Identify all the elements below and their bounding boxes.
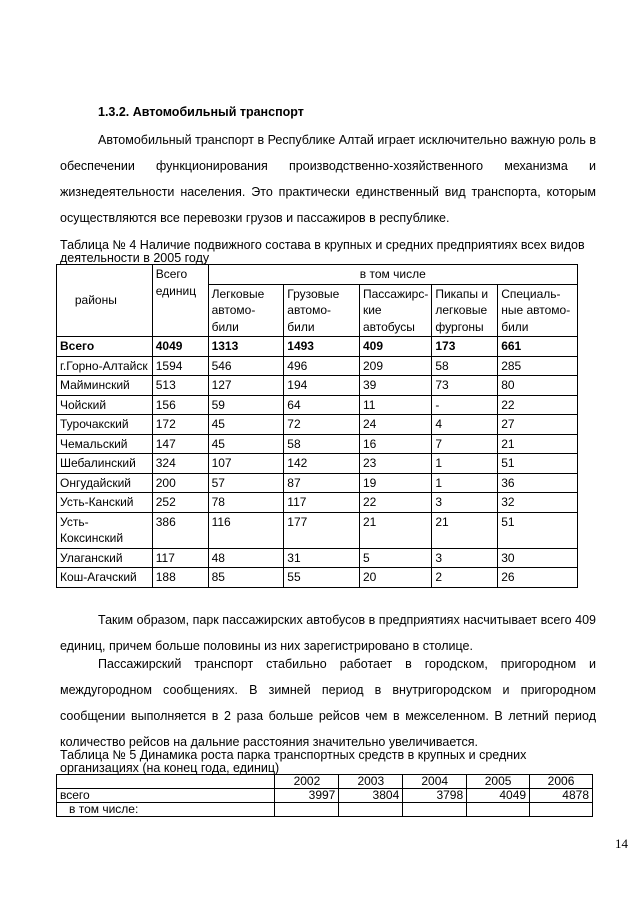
- value-cell: 513: [152, 376, 208, 396]
- value-cell: 2: [432, 568, 498, 588]
- value-cell: 4049: [152, 337, 208, 357]
- empty-header-cell: [57, 775, 275, 789]
- value-cell: 22: [359, 493, 431, 513]
- value-cell: 24: [359, 415, 431, 435]
- value-cell: 21: [432, 512, 498, 548]
- value-cell: 209: [359, 356, 431, 376]
- value-cell: [530, 803, 593, 817]
- value-cell: 21: [359, 512, 431, 548]
- table-row: [57, 376, 578, 396]
- table4-caption: Таблица № 4 Наличие подвижного состава в крупных и средних предприятиях всех видов деятельности в 2005 году: [60, 238, 585, 265]
- value-cell: 285: [498, 356, 578, 376]
- table-row: [57, 454, 578, 474]
- value-cell: 59: [208, 395, 284, 415]
- value-cell: 30: [498, 548, 578, 568]
- value-cell: 45: [208, 434, 284, 454]
- value-cell: 194: [284, 376, 360, 396]
- value-cell: 546: [208, 356, 284, 376]
- table-row: [57, 548, 578, 568]
- column-header-trucks: Грузовые автомо-били: [284, 284, 360, 337]
- year-header-cell: 2004: [403, 775, 467, 789]
- value-cell: 27: [498, 415, 578, 435]
- table-header-row: [57, 265, 578, 285]
- value-cell: 72: [284, 415, 360, 435]
- value-cell: 31: [284, 548, 360, 568]
- value-cell: 80: [498, 376, 578, 396]
- value-cell: 1493: [284, 337, 360, 357]
- value-cell: 3798: [403, 789, 467, 803]
- table-row: [57, 356, 578, 376]
- value-cell: 200: [152, 473, 208, 493]
- value-cell: 20: [359, 568, 431, 588]
- value-cell: 3997: [275, 789, 339, 803]
- value-cell: 496: [284, 356, 360, 376]
- table5-caption: Таблица № 5 Динамика роста парка транспортных средств в крупных и средних организациях (на конец года, единиц): [60, 748, 527, 775]
- table-row: [57, 434, 578, 454]
- value-cell: 1: [432, 473, 498, 493]
- region-name-cell: Шебалинский: [57, 454, 153, 474]
- region-name-cell: Чемальский: [57, 434, 153, 454]
- region-name-cell: Чойский: [57, 395, 153, 415]
- value-cell: 58: [432, 356, 498, 376]
- value-cell: 5: [359, 548, 431, 568]
- value-cell: 173: [432, 337, 498, 357]
- value-cell: 324: [152, 454, 208, 474]
- value-cell: 177: [284, 512, 360, 548]
- value-cell: 87: [284, 473, 360, 493]
- passenger-transport-paragraph: Пассажирский транспорт стабильно работает в городском, пригородном и междугородном сообщениях. В зимней период в внутригородском и пригородном сообщении выполняется в 2 раза больше рейсов чем в межселенном. В летний период количество рейсов на дальние расстояния значительно увеличивается.: [60, 657, 596, 749]
- value-cell: 107: [208, 454, 284, 474]
- value-cell: 51: [498, 512, 578, 548]
- region-name-cell: Улаганский: [57, 548, 153, 568]
- value-cell: 116: [208, 512, 284, 548]
- table-total-row: [57, 337, 578, 357]
- table-row: [57, 395, 578, 415]
- value-cell: -: [432, 395, 498, 415]
- value-cell: 22: [498, 395, 578, 415]
- value-cell: 117: [152, 548, 208, 568]
- table-row: [57, 789, 593, 803]
- table-row: [57, 512, 578, 548]
- section-heading: 1.3.2. Автомобильный транспорт: [98, 105, 304, 119]
- value-cell: 55: [284, 568, 360, 588]
- value-cell: 172: [152, 415, 208, 435]
- table-row: [57, 493, 578, 513]
- value-cell: 36: [498, 473, 578, 493]
- value-cell: 11: [359, 395, 431, 415]
- value-cell: 4878: [530, 789, 593, 803]
- value-cell: 26: [498, 568, 578, 588]
- region-name-cell: Онгудайский: [57, 473, 153, 493]
- column-header-region: районы: [57, 265, 153, 337]
- value-cell: 3804: [339, 789, 403, 803]
- value-cell: 147: [152, 434, 208, 454]
- value-cell: 1594: [152, 356, 208, 376]
- region-name-cell: Всего: [57, 337, 153, 357]
- value-cell: 85: [208, 568, 284, 588]
- region-name-cell: Кош-Агачский: [57, 568, 153, 588]
- value-cell: 1: [432, 454, 498, 474]
- column-header-cars: Легковые автомо-били: [208, 284, 284, 337]
- row-label-cell: в том числе:: [57, 803, 275, 817]
- value-cell: 127: [208, 376, 284, 396]
- value-cell: [467, 803, 530, 817]
- value-cell: 142: [284, 454, 360, 474]
- vehicle-fleet-table: [56, 264, 578, 588]
- column-header-total: Всего единиц: [152, 265, 208, 337]
- fleet-dynamics-table: [56, 774, 593, 817]
- value-cell: 73: [432, 376, 498, 396]
- value-cell: 45: [208, 415, 284, 435]
- intro-paragraph: Автомобильный транспорт в Республике Алтай играет исключительно важную роль в обеспечении функционирования производственно-хозяйственного механизма и жизнедеятельности населения. Это практически единственный вид транспорта, которым осуществляются все перевозки грузов и пассажиров в республике.: [60, 133, 596, 225]
- page-number: 14: [615, 836, 628, 851]
- table-row: [57, 568, 578, 588]
- value-cell: 19: [359, 473, 431, 493]
- value-cell: [403, 803, 467, 817]
- column-header-pickups: Пикапы и легковые фургоны: [432, 284, 498, 337]
- region-name-cell: Турочакский: [57, 415, 153, 435]
- value-cell: 39: [359, 376, 431, 396]
- row-label-cell: всего: [57, 789, 275, 803]
- value-cell: [275, 803, 339, 817]
- year-header-cell: 2005: [467, 775, 530, 789]
- value-cell: 188: [152, 568, 208, 588]
- value-cell: 23: [359, 454, 431, 474]
- value-cell: 1313: [208, 337, 284, 357]
- value-cell: 156: [152, 395, 208, 415]
- value-cell: 117: [284, 493, 360, 513]
- region-name-cell: Усть-Канский: [57, 493, 153, 513]
- region-name-cell: Усть-Коксинский: [57, 512, 153, 548]
- value-cell: 32: [498, 493, 578, 513]
- buses-summary-paragraph: Таким образом, парк пассажирских автобусов в предприятиях насчитывает всего 409 единиц, причем больше половины из них зарегистрировано в столице.: [60, 613, 596, 653]
- year-header-cell: 2003: [339, 775, 403, 789]
- value-cell: 4: [432, 415, 498, 435]
- value-cell: 48: [208, 548, 284, 568]
- year-header-cell: 2002: [275, 775, 339, 789]
- region-name-cell: г.Горно-Алтайск: [57, 356, 153, 376]
- value-cell: 4049: [467, 789, 530, 803]
- value-cell: 252: [152, 493, 208, 513]
- value-cell: 16: [359, 434, 431, 454]
- value-cell: 78: [208, 493, 284, 513]
- column-group-header: в том числе: [208, 265, 577, 285]
- table-row: [57, 415, 578, 435]
- value-cell: 409: [359, 337, 431, 357]
- value-cell: 51: [498, 454, 578, 474]
- table-row: [57, 803, 593, 817]
- value-cell: [339, 803, 403, 817]
- value-cell: 386: [152, 512, 208, 548]
- value-cell: 64: [284, 395, 360, 415]
- value-cell: 661: [498, 337, 578, 357]
- year-header-cell: 2006: [530, 775, 593, 789]
- value-cell: 21: [498, 434, 578, 454]
- value-cell: 7: [432, 434, 498, 454]
- value-cell: 57: [208, 473, 284, 493]
- value-cell: 3: [432, 548, 498, 568]
- table-row: [57, 473, 578, 493]
- value-cell: 3: [432, 493, 498, 513]
- region-name-cell: Майминский: [57, 376, 153, 396]
- column-header-special: Специаль-ные автомо-били: [498, 284, 578, 337]
- value-cell: 58: [284, 434, 360, 454]
- year-header-row: [57, 775, 593, 789]
- column-header-buses: Пассажирс-кие автобусы: [359, 284, 431, 337]
